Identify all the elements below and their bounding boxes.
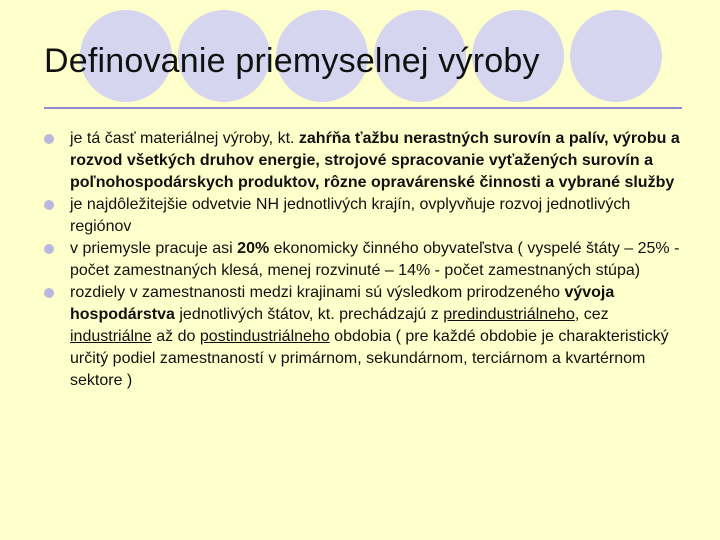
bullet-list — [44, 128, 686, 392]
list-item — [44, 238, 686, 282]
list-item — [44, 128, 686, 194]
bullet-dot-icon — [44, 244, 54, 254]
title-rule — [44, 107, 682, 109]
bullet-text: v priemysle pracuje asi — [70, 240, 238, 257]
bullet-text: zahŕňa ťažbu nerastných surovín a palív, výrobu a rozvod všetkých druhov energie, strojové spracovanie vyťažených surovín a poľnohospodárskych produktov, rôzne opravárenské činnosti a vybrané služby — [70, 130, 680, 191]
bullet-text: vývoja hospodárstva — [70, 284, 615, 323]
bullet-text: ekonomicky činného obyvateľstva ( vyspelé štáty – 25% - počet zamestnaných klesá, menej rozvinuté – 14% - počet zamestnaných stúpa) — [70, 240, 680, 279]
bullet-dot-icon — [44, 134, 54, 144]
bullet-text: jednotlivých štátov, kt. prechádzajú z — [174, 306, 444, 323]
bullet-text: rozdiely v zamestnanosti medzi krajinami sú výsledkom prirodzeného — [70, 284, 565, 301]
bullet-text: je najdôležitejšie odvetvie NH jednotlivých krajín, ovplyvňuje rozvoj jednotlivých regiónov — [70, 196, 631, 235]
bullet-text: je tá časť materiálnej výroby, kt. — [70, 130, 299, 147]
list-item — [44, 194, 686, 238]
bullet-text: postindustriálneho — [199, 328, 330, 345]
bullet-text: až do — [151, 328, 200, 345]
bullet-text: industriálne — [70, 328, 152, 345]
bullet-text: , cez — [574, 306, 609, 323]
bullet-text: 20% — [237, 240, 270, 257]
list-item — [44, 282, 686, 392]
slide-title: Definovanie priemyselnej výroby — [44, 42, 540, 80]
bullet-text: obdobia ( pre každé obdobie je charakteristický určitý podiel zamestnaností v primárnom, sekundárnom, terciárnom a kvartérnom sektore ) — [70, 328, 669, 389]
bullet-text: predindustriálneho — [443, 306, 575, 323]
decorative-circle-6 — [570, 10, 662, 102]
bullet-dot-icon — [44, 200, 54, 210]
bullet-dot-icon — [44, 288, 54, 298]
